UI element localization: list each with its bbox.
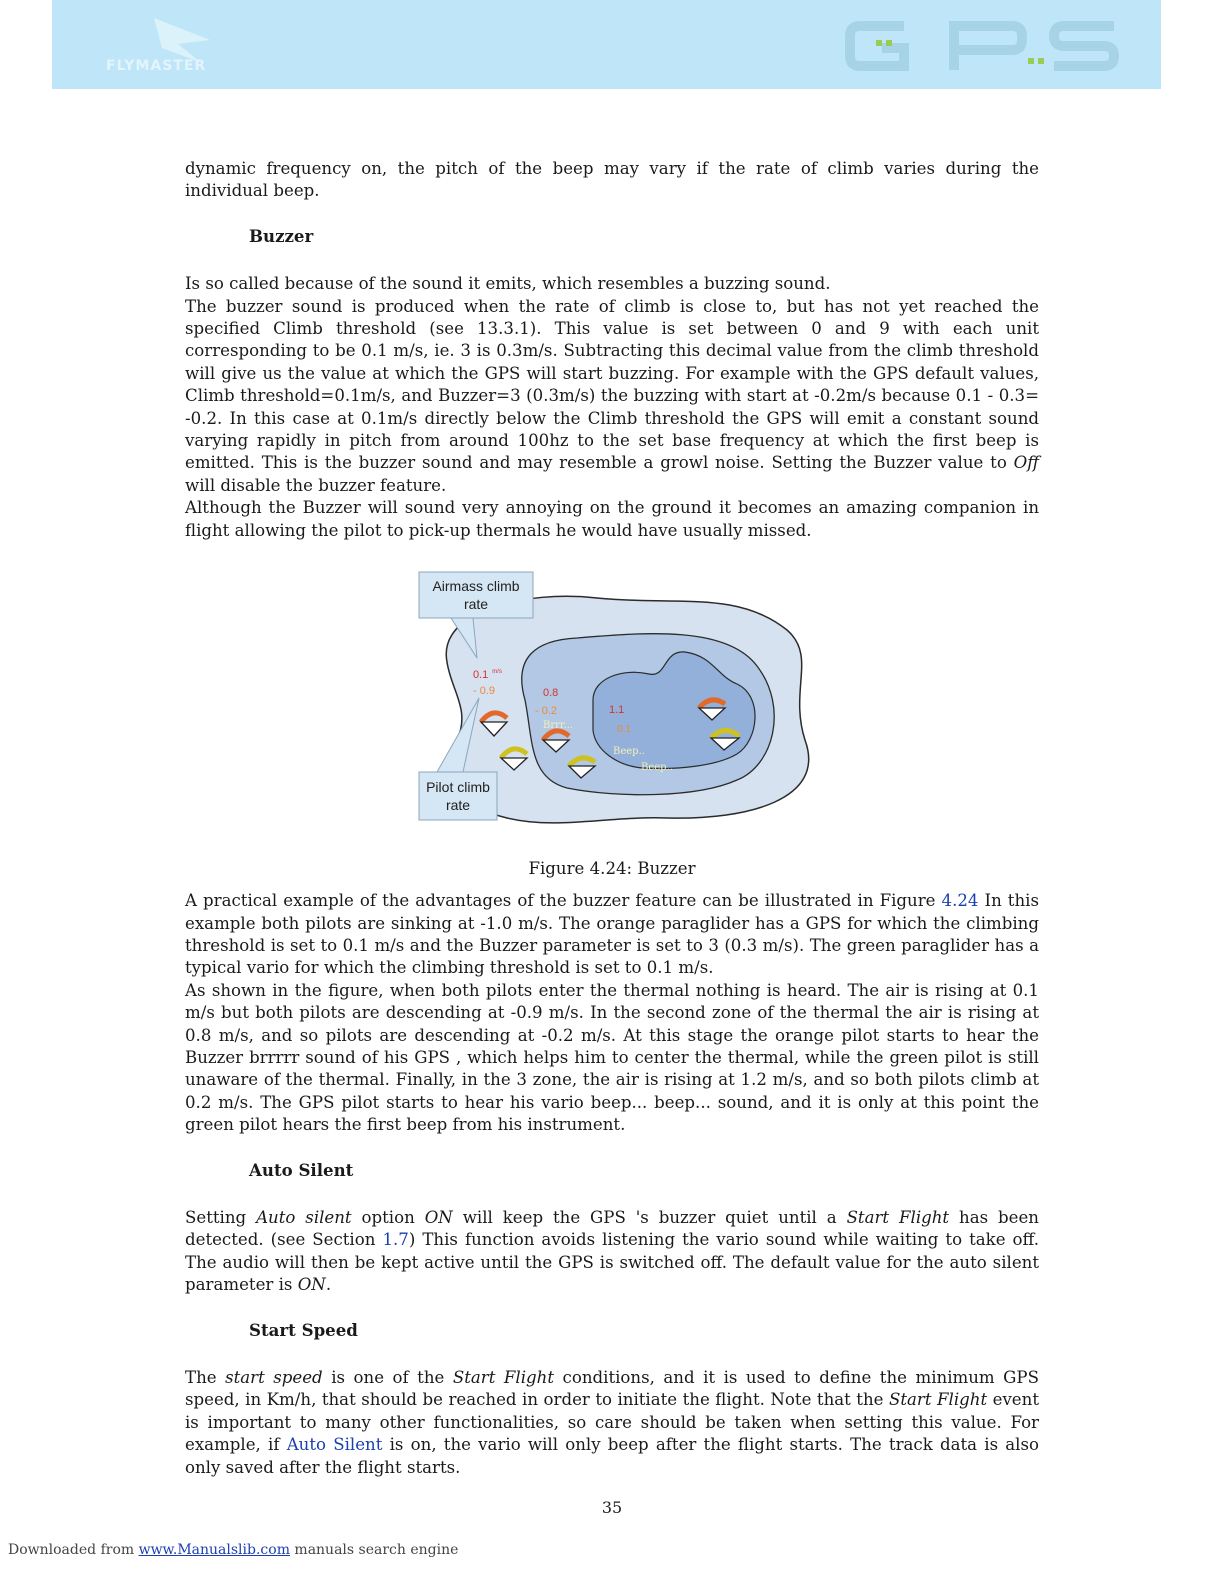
buzzer-heading: Buzzer xyxy=(249,225,314,246)
figure-reference-link[interactable]: 4.24 xyxy=(941,891,979,911)
header-banner xyxy=(52,0,1161,89)
auto-silent-paragraph: Setting Auto silent option ON will keep the GPS 's buzzer quiet until a Start Flight has been detected. (see Section 1.7) This function avoids listening the vario sound while waiting to take off. The audio will then be kept active until the GPS is switched off. The default value for the auto silent parameter is ON. xyxy=(185,1207,1039,1295)
zone3-beep-1: Beep.. xyxy=(613,746,645,758)
figure-caption: Figure 4.24: Buzzer xyxy=(528,859,696,879)
zone3-pilot-rate: 0.1 xyxy=(617,724,631,736)
zone2-air-rate: 0.8 xyxy=(543,687,559,700)
callout-pilot-line2: rate xyxy=(445,797,471,814)
product-logo xyxy=(842,18,1122,74)
zone3-beep-2: Beep.. xyxy=(641,762,673,774)
section-reference-link[interactable]: 1.7 xyxy=(382,1230,409,1250)
example-paragraph-2: As shown in the figure, when both pilots enter the thermal nothing is heard. The air is rising at 0.1 m/s but both pilots are descending at -0.9 m/s. In the second zone of the thermal the air is rising at 0.8 m/s, and so pilots are descending at -0.2 m/s. At this stage the orange pilot starts to hear the Buzzer brrrrr sound of his GPS , which helps him to center the thermal, while the green pilot is still unaware of the thermal. Finally, in the 3 zone, the air is rising at 1.2 m/s, and so both pilots climb at 0.2 m/s. The GPS pilot starts to hear his vario beep... beep... sound, and it is only at this point the green pilot hears the first beep from his instrument. xyxy=(185,980,1039,1135)
buzzer-paragraph-3: Although the Buzzer will sound very annoying on the ground it becomes an amazing companion in flight allowing the pilot to pick-up thermals he would have usually missed. xyxy=(185,498,1039,540)
callout-pilot-line1: Pilot climb xyxy=(426,779,490,796)
zone1-air-rate: 0.1 $^{m/s}$ xyxy=(473,669,502,682)
page-content xyxy=(185,158,1039,1479)
download-footer: Downloaded from www.Manualslib.com manuals search engine xyxy=(8,1542,459,1558)
brand-name: FLYMASTER xyxy=(106,58,207,74)
zone2-sound: Brrr... xyxy=(543,720,574,732)
buzzer-paragraph-1: Is so called because of the sound it emits, which resembles a buzzing sound. xyxy=(185,274,831,294)
start-speed-paragraph: The start speed is one of the Start Flight conditions, and it is used to define the minimum GPS speed, in Km/h, that should be reached in order to initiate the flight. Note that the Start Flight event is important to many other functionalities, so care should be taken when setting this value. For example, if Auto Silent is on, the vario will only beep after the flight starts. The track data is also only saved after the flight starts. xyxy=(185,1368,1039,1477)
intro-paragraph: dynamic frequency on, the pitch of the beep may vary if the rate of climb varies during the individual beep. xyxy=(185,159,1039,201)
page-number: 35 xyxy=(601,1498,623,1517)
zone2-pilot-rate: - 0.2 xyxy=(535,705,558,718)
buzzer-diagram xyxy=(417,570,817,834)
zone1-pilot-rate: - 0.9 xyxy=(473,685,496,698)
manualslib-link[interactable]: www.Manualslib.com xyxy=(138,1542,290,1558)
auto-silent-link[interactable]: Auto Silent xyxy=(286,1435,383,1455)
auto-silent-heading: Auto Silent xyxy=(249,1159,354,1180)
zone3-air-rate: 1.1 xyxy=(609,704,625,717)
callout-airmass-line1: Airmass climb xyxy=(432,578,520,595)
start-speed-heading: Start Speed xyxy=(249,1319,358,1340)
buzzer-paragraph-2: The buzzer sound is produced when the rate of climb is close to, but has not yet reached the specified Climb threshold (see 13.3.1). This value is set between 0 and 9 with each unit corresponding to be 0.1 m/s, ie. 3 is 0.3m/s. Subtracting this decimal value from the climb threshold will give us the value at which the GPS will start buzzing. For example with the GPS default values, Climb threshold=0.1m/s, and Buzzer=3 (0.3m/s) the buzzing with start at -0.2m/s because 0.1 - 0.3= -0.2. In this case at 0.1m/s directly below the Climb threshold the GPS will emit a constant sound varying rapidly in pitch from around 100hz to the set base frequency at which the first beep is emitted. This is the buzzer sound and may resemble a growl noise. Setting the Buzzer value to Off will disable the buzzer feature. xyxy=(185,296,1039,495)
callout-airmass-line2: rate xyxy=(463,596,489,613)
example-paragraph-1: A practical example of the advantages of the buzzer feature can be illustrated in Figure 4.24 In this example both pilots are sinking at -1.0 m/s. The orange paraglider has a GPS for which the climbing threshold is set to 0.1 m/s and the Buzzer parameter is set to 3 (0.3 m/s). The green paraglider has a typical vario for which the climbing threshold is set to 0.1 m/s. xyxy=(185,891,1039,978)
figure-buzzer xyxy=(185,570,1039,890)
